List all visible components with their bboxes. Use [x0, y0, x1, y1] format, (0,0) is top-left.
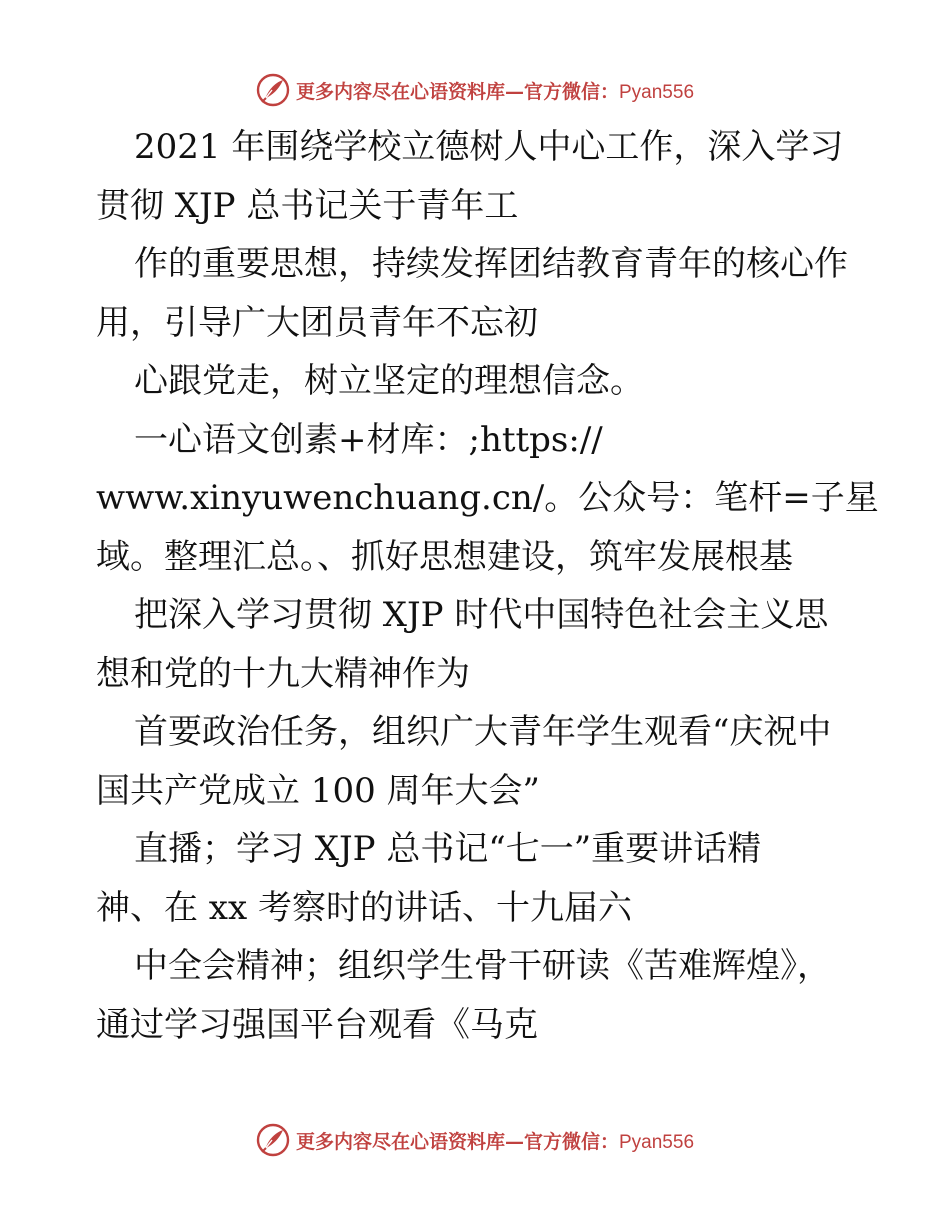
header-banner	[0, 70, 950, 110]
body-line: 域。整理汇总。、抓好思想建设，筑牢发展根基	[96, 536, 793, 577]
footer-banner	[0, 1120, 950, 1160]
body-line: 心跟党走，树立坚定的理想信念。	[134, 361, 644, 401]
document-body	[96, 118, 879, 1054]
body-line: 2021 年围绕学校立德树人中心工作，深入学习	[134, 127, 844, 167]
body-line: 国共产党成立 100 周年大会”	[96, 770, 540, 811]
footer-banner-content	[256, 1123, 694, 1157]
body-line: 神、在 xx 考察时的讲话、十九届六	[96, 887, 632, 928]
body-line: 一心语文创素+材库：;https://	[134, 419, 603, 460]
header-banner-wechat-id: Pyan556	[619, 81, 695, 103]
body-line: 直播；学习 XJP 总书记“七一”重要讲话精	[134, 829, 762, 869]
header-banner-content	[256, 73, 694, 107]
feather-pen-logo-icon	[256, 1123, 290, 1157]
footer-banner-text	[296, 1127, 694, 1154]
body-line: 首要政治任务，组织广大青年学生观看“庆祝中	[134, 712, 832, 752]
body-line: 想和党的十九大精神作为	[96, 653, 470, 694]
feather-pen-logo-icon	[256, 73, 290, 107]
body-line: 中全会精神；组织学生骨干研读《苦难辉煌》，	[134, 946, 831, 986]
body-line: 通过学习强国平台观看《马克	[96, 1004, 538, 1045]
body-line: 把深入学习贯彻 XJP 时代中国特色社会主义思	[134, 595, 829, 635]
footer-banner-label: 更多内容尽在心语资料库—官方微信：	[295, 1130, 619, 1153]
body-line: 贯彻 XJP 总书记关于青年工	[96, 185, 519, 226]
body-line: 用，引导广大团员青年不忘初	[96, 302, 538, 343]
footer-banner-wechat-id: Pyan556	[619, 1131, 695, 1153]
body-line: www.xinyuwenchuang.cn/。公众号：笔杆=子星	[96, 478, 879, 518]
header-banner-text	[296, 77, 694, 104]
body-line: 作的重要思想，持续发挥团结教育青年的核心作	[134, 244, 848, 284]
header-banner-label: 更多内容尽在心语资料库—官方微信：	[295, 80, 619, 103]
